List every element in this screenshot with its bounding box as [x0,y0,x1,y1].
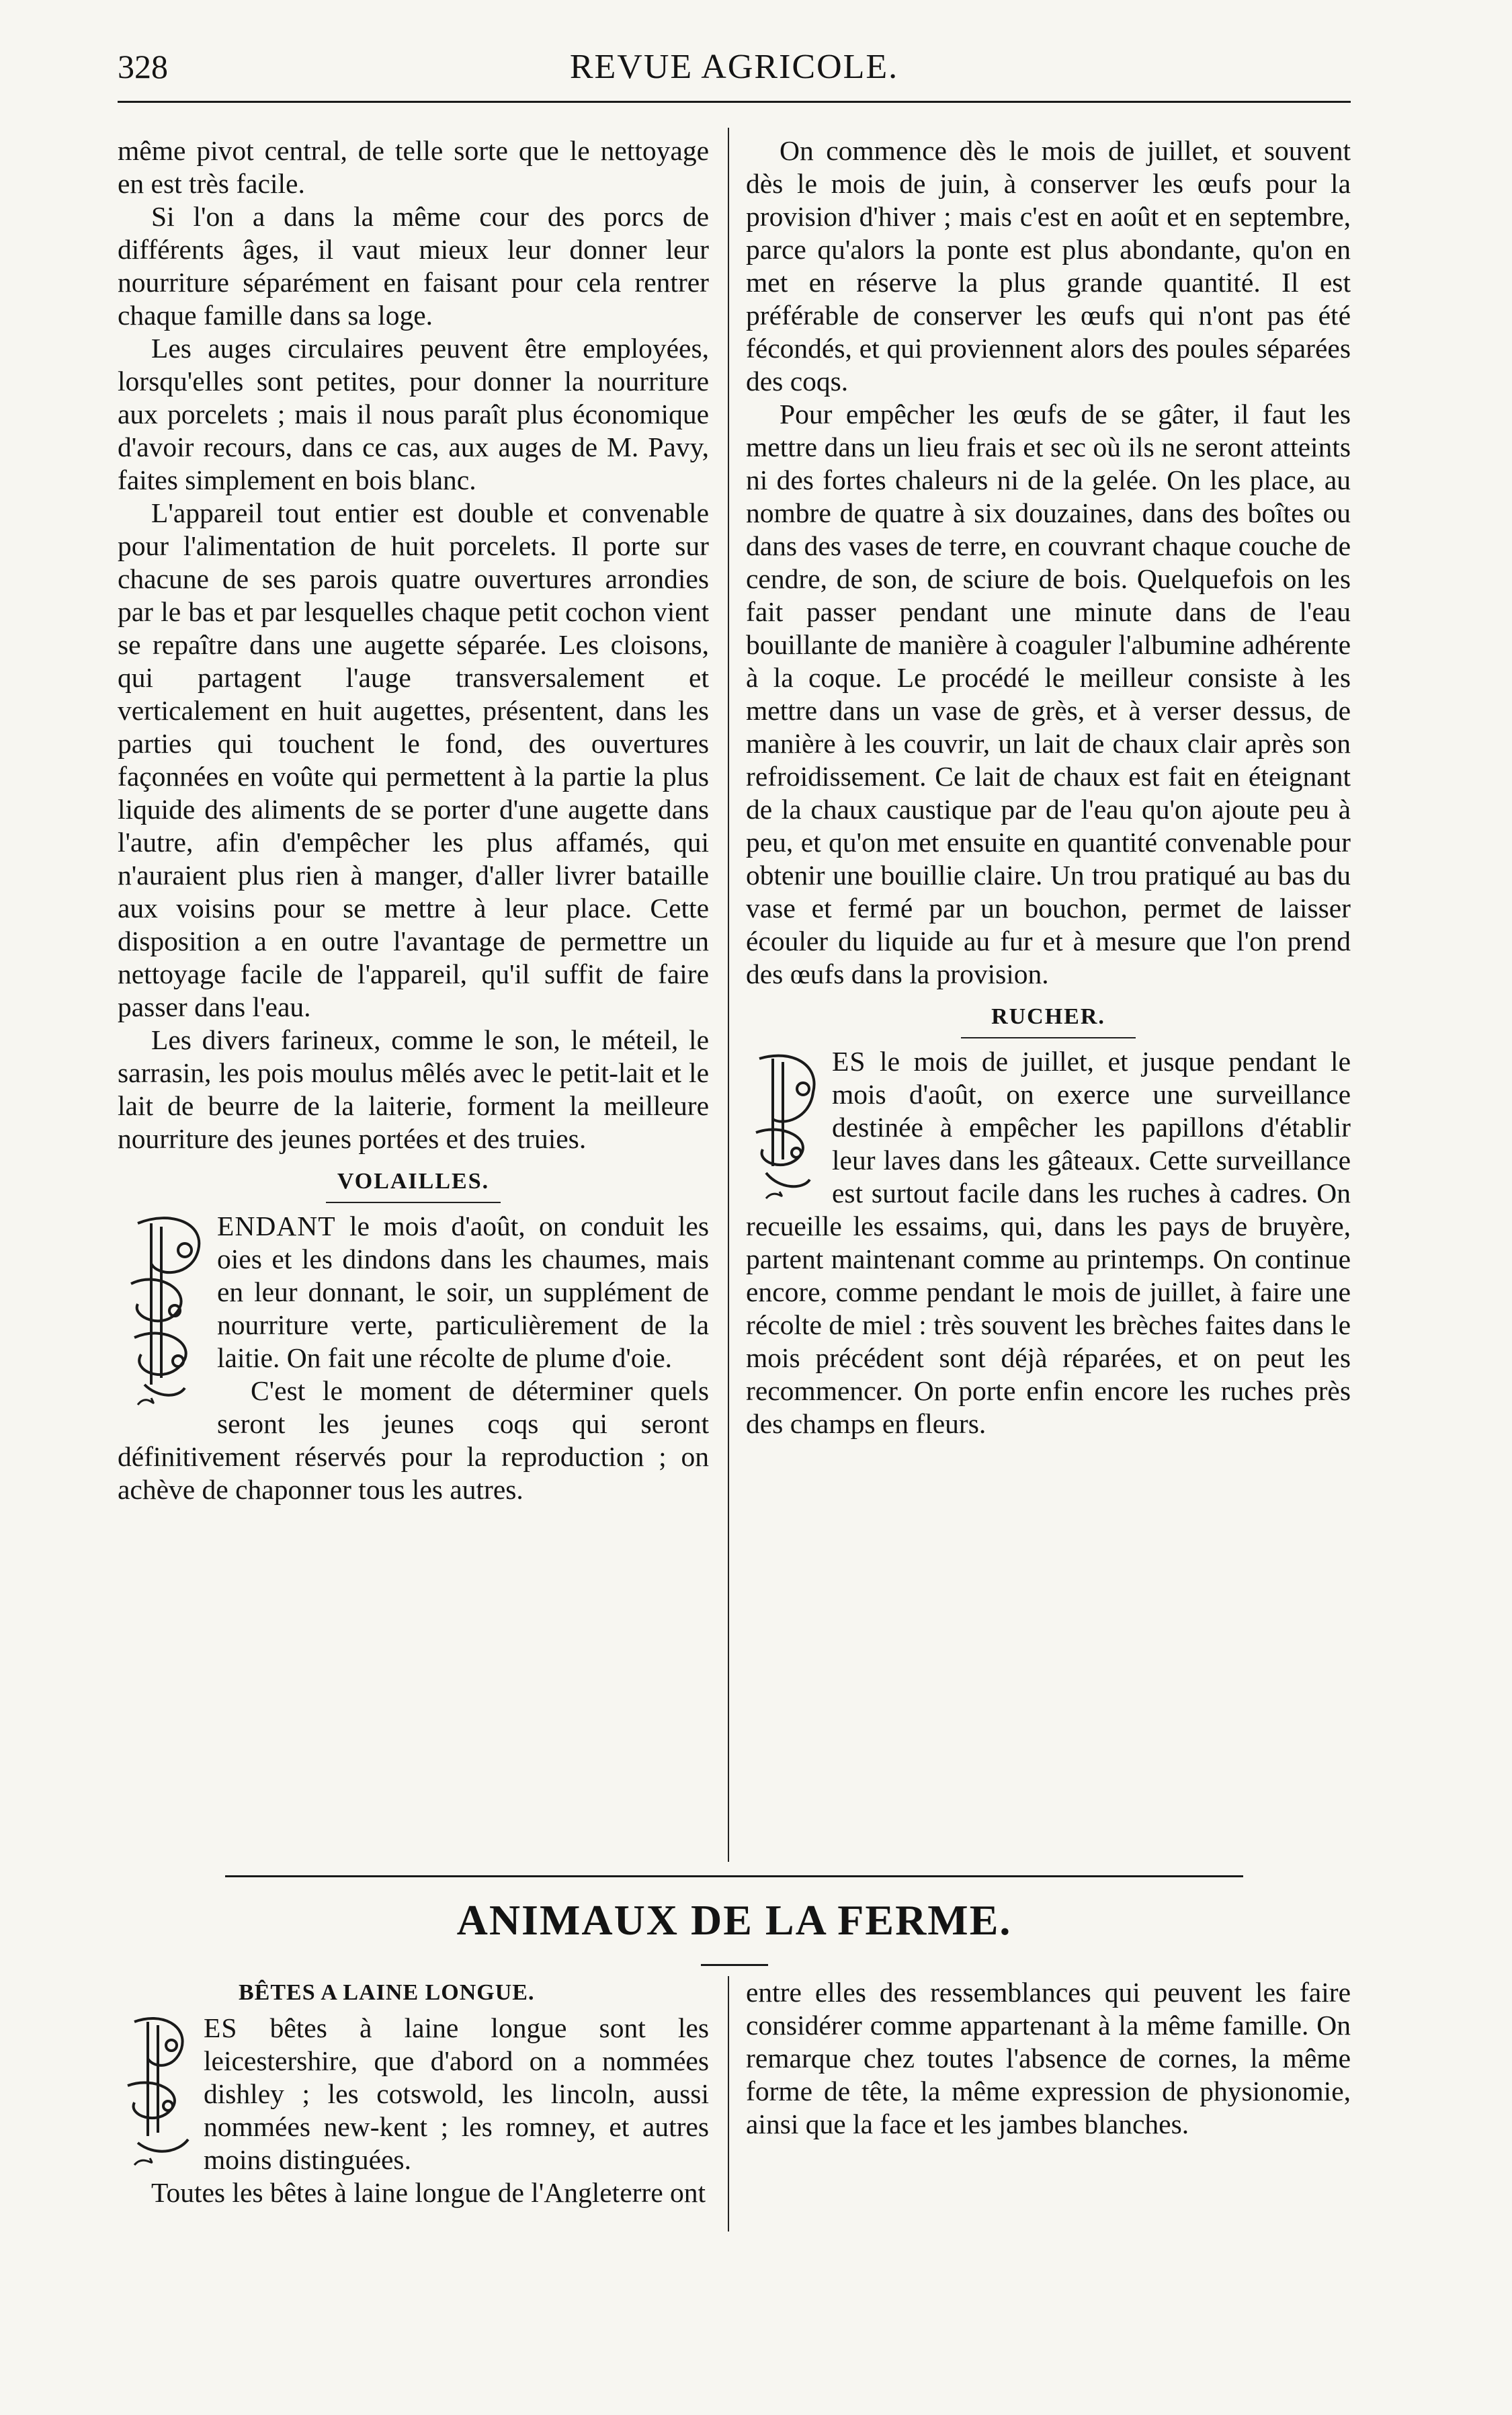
paragraph: Pour empêcher les œufs de se gâter, il faut les mettre dans un lieu frais et sec où ils ne seront atteints ni des fortes chaleurs ni de la gelée. On les place, au nombre de quatre à six douzaines, dans des boîtes ou dans des vases de terre, en couvrant chaque couche de cendre, de son, de sciure de bois. Quelquefois on les fait passer pendant une minute dans de l'eau bouillante de manière à coaguler l'albumine adhérente à la coque. Le procédé le meilleur consiste à les mettre dans un vase de grès, et à verser dessus, de manière à les couvrir, un lait de chaux clair après son refroidissement. Ce lait de chaux est fait en éteignant de la chaux caustique par de l'eau qu'on ajoute peu à peu, et qu'on met ensuite en quantité convenable pour obtenir une bouillie claire. Un trou pratiqué au bas du vase et fermé par un bouchon, permet de laisser écouler du liquide au fur et à mesure que l'on prend des œufs dans la provision. [746,399,1351,989]
section-rule [961,1037,1136,1038]
paragraph: Les auges circulaires peuvent être employées, lorsqu'elles sont petites, pour donner la nourriture aux porcelets ; mais il nous paraît plus économique d'avoir recours, dans ce cas, aux auges de M. Pavy, faites simplement en bois blanc. [118,333,709,495]
ornamental-initial-d-icon [746,1045,827,1203]
heading-rule [701,1964,768,1966]
section-separator [225,1875,1243,1877]
paragraph-text: le mois de juillet, et jusque pendant le mois d'août, on exerce une surveillance destinée à empêcher les papillons d'établir leur laves dans les gâteaux. Cette surveillance est surtout facile dans les ruches à cadres. On recueille les essaims, qui, dans les pays de bruyère, partent maintenant comme au printemps. On continue encore, comme pendant le mois de juillet, à faire une récolte de miel : très souvent les brèches faites dans le mois précédent sont déjà réparées, et on peut les recommencer. On porte enfin encore les ruches près des champs en fleurs. [746,1046,1351,1439]
dropcap-lead: ES [204,2012,238,2043]
left-column-bottom [118,1976,709,2209]
right-column-bottom [746,1976,1351,2141]
right-column [746,134,1351,1440]
paragraph-continuation: entre elles des ressemblances qui peuvent les faire considérer comme appartenant à la même famille. On remarque chez toutes l'absence de cornes, la même forme de tête, la même expression de physionomie, ainsi que la face et les jambes blanches. [746,1977,1351,2139]
section-heading-animaux: ANIMAUX DE LA FERME. [456,1896,1012,1944]
ornamental-initial-l-icon [118,2012,198,2170]
page-number: 328 [118,48,168,85]
paragraph: L'appareil tout entier est double et convenable pour l'alimentation de huit porcelets. Il porte sur chacune de ses parois quatre ouvertures arrondies par le bas et par lesquelles chaque petit cochon vient se repaître dans une augette séparée. Les cloisons, qui partagent l'auge transversalement et verticalement en huit augettes, présentent, dans les parties qui touchent le fond, des ouvertures façonnées en voûte qui permettent à la partie la plus liquide des aliments de se porter d'une augette dans l'autre, afin d'empêcher les plus affamés, qui n'auraient plus rien à manger, d'aller livrer bataille aux voisins pour se mettre à leur place. Cette disposition a en outre l'avantage de permettre un nettoyage facile de l'appareil, qu'il suffit de faire passer dans l'eau. [118,497,709,1022]
paragraph: même pivot central, de telle sorte que le nettoyage en est très facile. [118,135,709,199]
paragraph-text: le mois d'août, on conduit les oies et les dindons dans les chaumes, mais en leur donnant, le soir, un supplément de nourriture verte, particulièrement de la laitie. On fait une récolte de plume d'oie. [217,1211,709,1373]
paragraph: Si l'on a dans la même cour des porcs de différents âges, il vaut mieux leur donner leur nourriture séparément en faisant pour cela rentrer chaque famille dans sa loge. [118,201,709,331]
ornamental-initial-p-icon [118,1210,212,1411]
page [118,40,1351,2379]
paragraph: On commence dès le mois de juillet, et souvent dès le mois de juin, à conserver les œufs pour la provision d'hiver ; mais c'est en août et en septembre, parce qu'alors la ponte est plus abondante, qu'on en met en réserve la plus grande quantité. Il est préférable de conserver les œufs qui n'ont pas été fécondés, et qui proviennent alors des poules séparées des coqs. [746,135,1351,397]
paragraph: Toutes les bêtes à laine longue de l'Angleterre ont [151,2177,706,2208]
column-divider [728,1976,729,2232]
section-title-rucher: RUCHER. [991,1004,1105,1029]
paragraph [746,1045,1351,1440]
paragraph: C'est le moment de déterminer quels seront les jeunes coqs qui seront définitivement réservés pour la reproduction ; on achève de chaponner tous les autres. [118,1375,709,1505]
dropcap-lead: ES [832,1046,866,1077]
column-divider [728,128,729,1862]
section-title-volailles: VOLAILLES. [337,1169,490,1194]
dropcap-lead: ENDANT [217,1211,336,1241]
page-header [118,40,1351,103]
paragraph-text: bêtes à laine longue sont les leicestershire, que d'abord on a nommées dishley ; les cotswold, les lincoln, aussi nommées new-kent ; les romney, et autres moins distinguées. [204,2012,709,2175]
paragraph: Les divers farineux, comme le son, le méteil, le sarrasin, les pois moulus mêlés avec le petit-lait et le lait de beurre de la laiterie, forment la meilleure nourriture des jeunes portées et des truies. [118,1024,709,1154]
left-column [118,134,709,1506]
paragraph [118,2012,709,2176]
section-rule [326,1202,501,1203]
subsection-title: BÊTES A LAINE LONGUE. [239,1980,535,2005]
running-title: REVUE AGRICOLE. [569,48,899,86]
